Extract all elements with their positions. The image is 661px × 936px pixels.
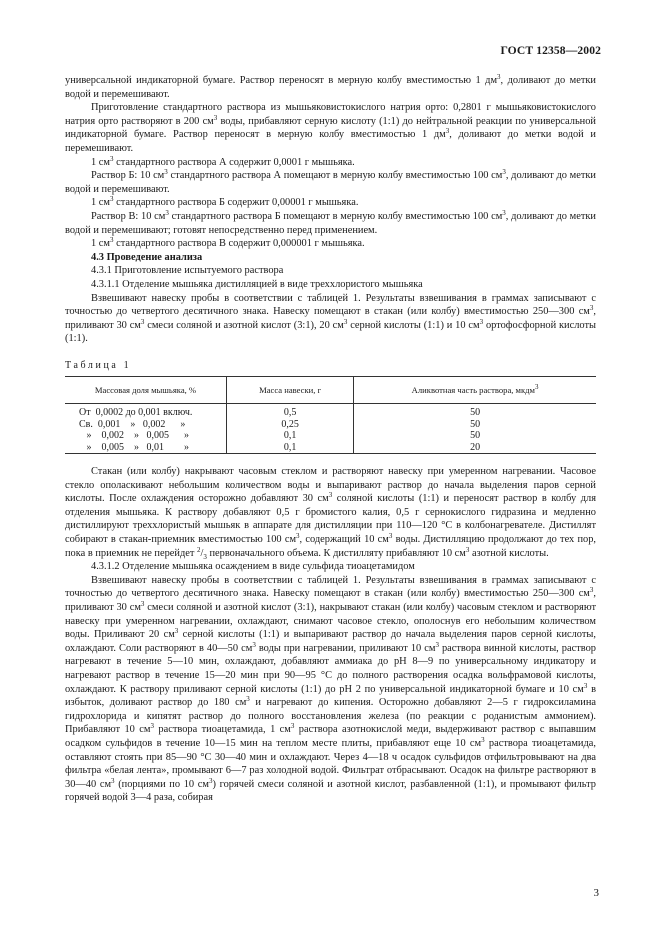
table-cell: 20 <box>354 442 596 454</box>
table-row <box>65 430 596 441</box>
paragraph: 1 $см^3$ стандартного раствора Б содержит 0,00001 г мышьяка. <box>91 195 359 209</box>
paragraph: Приготовление стандартного раствора из мышьяковистокислого натрия орто: 0,2801 г мышьяковистокислого натрия орто растворяют в 200 $см^3$ воды, прибавляют серную кислоту (1:1) до нейтральной реакции по универсальной индикаторной бумаге. Раствор переносят в мерную колбу вместимостью 1 $дм^3$, доливают до метки водой и перемешивают. <box>65 102 596 154</box>
document-body <box>65 74 596 805</box>
table-cell: 50 <box>354 404 596 419</box>
table-cell: 0,1 <box>227 430 354 441</box>
paragraph: Взвешивают навеску пробы в соответствии с таблицей 1. Результаты взвешивания в граммах записывают с точностью до четвертого десятичного знака. Навеску помещают в стакан (или колбу) вместимостью 250—300 $см^3$, приливают 30 $см^3$ смеси соляной и азотной кислот (3:1), 20 $см^3$ серной кислоты (1:1) и 10 $см^3$ ортофосфорной кислоты (1:1). <box>65 292 596 345</box>
table-caption: Таблица 1 <box>65 359 132 371</box>
subsection-heading-4-3-1-2: 4.3.1.2 Отделение мышьяка осаждением в виде сульфида тиоацетамидом <box>91 561 415 573</box>
paragraph: 1 $см^3$ стандартного раствора А содержит 0,0001 г мышьяка. <box>91 154 355 168</box>
table-row <box>65 404 596 419</box>
table-1 <box>65 376 596 454</box>
table-cell: Св. 0,001 » 0,002 » <box>65 419 227 430</box>
table-cell: » 0,002 » 0,005 » <box>65 430 227 441</box>
table-cell: 0,25 <box>227 419 354 430</box>
page-number: 3 <box>593 887 599 899</box>
subsection-heading-4-3-1: 4.3.1 Приготовление испытуемого раствора <box>91 265 284 277</box>
paragraph: Раствор В: 10 $см^3$ стандартного раствора Б помещают в мерную колбу вместимостью 100 $см^3$, доливают до метки водой и перемешивают; готовят непосредственно перед применением. <box>65 208 596 236</box>
table-cell: » 0,005 » 0,01 » <box>65 442 227 454</box>
fraction-numerator: 2 <box>196 545 201 554</box>
paragraph: универсальной индикаторной бумаге. Раствор переносят в мерную колбу вместимостью 1 $дм^3$, доливают до метки водой и перемешивают. <box>65 73 596 100</box>
table-cell: 50 <box>354 419 596 430</box>
column-header: Массовая доля мышьяка, % <box>65 377 227 404</box>
table-row <box>65 442 596 454</box>
paragraph: Взвешивают навеску пробы в соответствии с таблицей 1. Результаты взвешивания в граммах записывают с точностью до четвертого десятичного знака. Навеску помещают в стакан (или колбу) вместимостью 250—300 $см^3$, приливают 30 $см^3$ смеси соляной и азотной кислот (3:1), накрывают стакан (или колбу) часовым стеклом и растворяют навеску при умеренном нагревании, охлаждают, снимают часовое стекло, ополоснув его небольшим количеством воды. Приливают 20 $см^3$ серной кислоты (1:1) и выпаривают раствор до начала выделения паров серной кислоты, охлаждают. Соли растворяют в 40—50 $см^3$ воды при нагревании, приливают 10 $см^3$ раствора винной кислоты, раствор нагревают в течение 5—10 мин, охлаждают, добавляют аммиака до рН 8—9 по универсальному индикатору и нагревают раствор в течение 15—20 мин при 90—95 °С до полного растворения осадка вольфрамовой кислоты, охлаждают. К раствору приливают серной кислоты (1:1) до рН 2 по универсальной индикаторной бумаге и 10 $см^3$ в избыток, доливают раствор до 180 $см^3$ и нагревают до кипения. Осторожно добавляют 2—5 г гидроксиламина гидрохлорида и кипятят раствор до полного восстановления железа (по реакции с роданистым аммонием). Прибавляют 10 $см^3$ раствора тиоацетамида, 1 $см^3$ раствора азотнокислой меди, выдерживают раствор с выпавшим осадком сульфидов в течение 10—15 мин на теплом месте плиты, прибавляют еще 10 $см^3$ раствора тиоацетамида, оставляют стоять при 85—90 °С 30—40 мин и охлаждают. Через 4—18 ч осадок сульфидов отфильтровывают на два фильтра «белая лента», промывают 6—7 раз холодной водой. Фильтрат отбрасывают. Осадок на фильтре растворяют в 30—40 $см^3$ (порциями по 10 $см^3$) горячей смеси соляной и азотной кислот, разбавленной (1:1), и промывают фильтр горячей водой 3—4 раза, собирая <box>65 574 596 804</box>
column-header: Масса навески, г <box>227 377 354 404</box>
subsection-heading-4-3-1-1: 4.3.1.1 Отделение мышьяка дистилляцией в виде треххлористого мышьяка <box>91 278 423 290</box>
table-cell: От 0,0002 до 0,001 включ. <box>65 404 227 419</box>
table-header-row <box>65 377 596 404</box>
table-row <box>65 419 596 430</box>
paragraph: Стакан (или колбу) накрывают часовым стеклом и растворяют навеску при умеренном нагревании. Часовое стекло ополаскивают небольшим количеством воды и выпаривают раствор до начала выделения паров серной кислоты. После охлаждения осторожно добавляют 30 $см^3$ соляной кислоты (1:1) и переносят раствор в колбу для отделения мышьяка. К раствору добавляют 0,5 г бромистого калия, 0,5 г сернокислого гидразина и медленно дистиллируют треххлористый мышьяк в аппарате для дистилляции при 110—120 °С в колбонагревателе. Дистиллят собирают в стакан-приемник вместимостью 100 $см^3$, содержащий 10 $см^3$ воды. Дистилляцию продолжают до тех пор, пока в приемник не перейдет $^2/_3$ первоначального объема. К дистилляту прибавляют 10 $см^3$ азотной кислоты. <box>65 466 596 561</box>
column-header: Аликвотная часть раствора, мкдм$^3$ <box>354 377 596 404</box>
table-cell: 50 <box>354 430 596 441</box>
table-cell: 0,5 <box>227 404 354 419</box>
paragraph: 1 $см^3$ стандартного раствора В содержит 0,000001 г мышьяка. <box>91 236 365 250</box>
table-cell: 0,1 <box>227 442 354 454</box>
fraction-denominator: 3 <box>203 552 207 561</box>
standard-designation: ГОСТ 12358—2002 <box>500 44 601 57</box>
section-heading-4-3: 4.3 Проведение анализа <box>91 251 203 263</box>
paragraph: Раствор Б: 10 $см^3$ стандартного раствора А помещают в мерную колбу вместимостью 100 $см^3$, доливают до метки водой и перемешивают. <box>65 168 596 195</box>
